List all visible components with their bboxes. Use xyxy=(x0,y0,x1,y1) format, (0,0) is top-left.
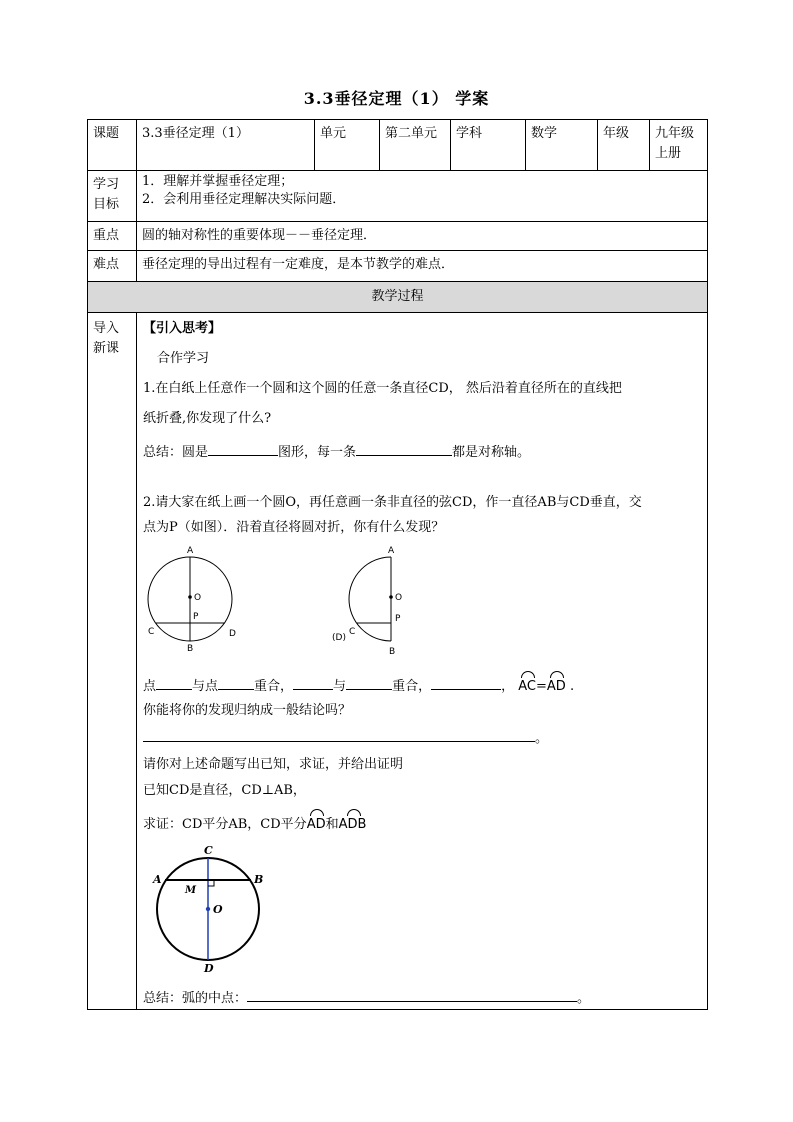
page-title: 3.3垂径定理（1） 学案 xyxy=(303,89,490,108)
blank-segment-1[interactable] xyxy=(293,675,333,690)
subject-label: 学科 xyxy=(451,120,526,171)
conclusion-end: 。 xyxy=(535,731,549,746)
blank-symmetric-figure[interactable] xyxy=(208,441,278,456)
grade-value-line1: 九年级 xyxy=(655,126,695,141)
center-point xyxy=(389,595,393,599)
fill-text-e: 重合， xyxy=(392,679,432,694)
summary-1 xyxy=(143,441,530,463)
fill-period: . xyxy=(569,679,575,694)
label-c: C xyxy=(148,627,155,637)
blank-relation[interactable] xyxy=(431,675,501,690)
proof-goal-and: 和 xyxy=(325,817,339,832)
lesson-table xyxy=(87,119,708,1010)
blank-arc-midpoint[interactable] xyxy=(247,987,577,1002)
half-circle-arc xyxy=(349,557,391,641)
label-b: B xyxy=(254,873,264,886)
fill-text-c: 重合， xyxy=(254,679,294,694)
fill-line xyxy=(143,675,574,697)
label-o: O xyxy=(194,593,202,603)
arc-adb-goal: ADB xyxy=(339,815,367,835)
keypoint-text: 圆的轴对称性的重要体现－－垂径定理． xyxy=(137,222,708,251)
proof-goal xyxy=(143,815,366,835)
label-p: P xyxy=(395,614,401,624)
question-1-line1: 1.在白纸上任意作一个圆和这个圆的任意一条直径CD， 然后沿着直径所在的直线把 xyxy=(143,381,622,396)
arc-ad: AD xyxy=(547,677,566,697)
label-c: C xyxy=(349,627,356,637)
figure-folded-circle xyxy=(327,537,413,657)
fill-text-b: 与点 xyxy=(192,679,219,694)
label-c: C xyxy=(204,844,213,857)
intro-row xyxy=(88,313,708,1010)
fill-text-f: ， xyxy=(501,679,515,694)
proof-intro: 请你对上述命题写出已知，求证，并给出证明 xyxy=(143,757,404,772)
grade-label: 年级 xyxy=(598,120,650,171)
conclusion-answer xyxy=(143,727,548,749)
label-d: D xyxy=(229,629,236,639)
figure-perpendicular-diameter xyxy=(143,839,273,975)
fill-text-d: 与 xyxy=(333,679,347,694)
question-1-line2: 纸折叠,你发现了什么? xyxy=(143,411,272,426)
arc-ad-goal: AD xyxy=(307,815,326,835)
arc-ac: AC xyxy=(518,677,536,697)
label-a: A xyxy=(153,873,162,886)
course-label: 课题 xyxy=(88,120,137,171)
summary-1-text-c: 都是对称轴。 xyxy=(452,445,531,460)
keypoint-label: 重点 xyxy=(88,222,137,251)
summary-1-text-a: 总结：圆是 xyxy=(143,445,209,460)
goals-label-line1: 学习 xyxy=(93,177,120,192)
summary-2 xyxy=(143,987,590,1009)
grade-value-line2: 上册 xyxy=(655,146,682,161)
label-a: A xyxy=(388,546,395,556)
blank-symmetry-axis[interactable] xyxy=(356,441,452,456)
label-d: D xyxy=(204,962,214,975)
difficulty-row xyxy=(88,251,708,282)
keypoint-row xyxy=(88,222,708,251)
subject-value: 数学 xyxy=(526,120,598,171)
label-o: O xyxy=(395,593,403,603)
blank-point-2[interactable] xyxy=(218,675,254,690)
grade-value xyxy=(650,120,708,171)
fill-text-a: 点 xyxy=(143,679,157,694)
figure-circle-full xyxy=(145,537,241,653)
unit-label: 单元 xyxy=(315,120,380,171)
blank-segment-2[interactable] xyxy=(346,675,392,690)
blank-point-1[interactable] xyxy=(156,675,192,690)
label-p: P xyxy=(193,612,199,622)
label-b: B xyxy=(389,647,396,657)
equals-sign: = xyxy=(535,679,547,694)
center-point xyxy=(206,907,210,911)
goal-item-2: 2．会利用垂径定理解决实际问题． xyxy=(142,192,346,207)
process-heading-row xyxy=(88,282,708,313)
blank-conclusion[interactable] xyxy=(143,727,535,742)
section-title: 【引入思考】 xyxy=(143,321,222,336)
label-o: O xyxy=(213,903,223,916)
summary-1-text-b: 图形，每一条 xyxy=(278,445,357,460)
course-value: 3.3垂径定理（1） xyxy=(137,120,315,171)
question-2-line2: 点为P（如图）．沿着直径将圆对折，你有什么发现？ xyxy=(143,520,445,535)
summary-2-end: 。 xyxy=(577,991,591,1006)
goals-content xyxy=(137,171,708,222)
summary-2-text: 总结：弧的中点： xyxy=(143,991,248,1006)
header-row xyxy=(88,120,708,171)
label-m: M xyxy=(185,885,197,896)
goals-row xyxy=(88,171,708,222)
process-heading: 教学过程 xyxy=(88,282,708,313)
unit-value: 第二单元 xyxy=(380,120,451,171)
goal-item-1: 1．理解并掌握垂径定理； xyxy=(142,174,294,189)
intro-label: 导入新课 xyxy=(88,313,137,1010)
conclusion-question: 你能将你的发现归纳成一般结论吗？ xyxy=(143,703,352,718)
goals-label xyxy=(88,171,137,222)
proof-known: 已知CD是直径，CD⊥AB， xyxy=(143,783,306,798)
question-2-line1: 2.请大家在纸上画一个圆O，再任意画一条非直径的弦CD，作一直径AB与CD垂直，交 xyxy=(143,495,642,510)
label-b: B xyxy=(187,644,194,653)
difficulty-label: 难点 xyxy=(88,251,137,282)
center-point xyxy=(188,595,192,599)
difficulty-text: 垂径定理的导出过程有一定难度，是本节教学的难点． xyxy=(137,251,708,282)
goals-label-line2: 目标 xyxy=(93,197,120,212)
label-a: A xyxy=(187,546,194,556)
coop-heading: 合作学习 xyxy=(157,351,210,366)
intro-content xyxy=(137,313,708,1010)
proof-goal-text: 求证：CD平分AB，CD平分 xyxy=(143,817,307,832)
label-d: (D) xyxy=(332,633,346,643)
